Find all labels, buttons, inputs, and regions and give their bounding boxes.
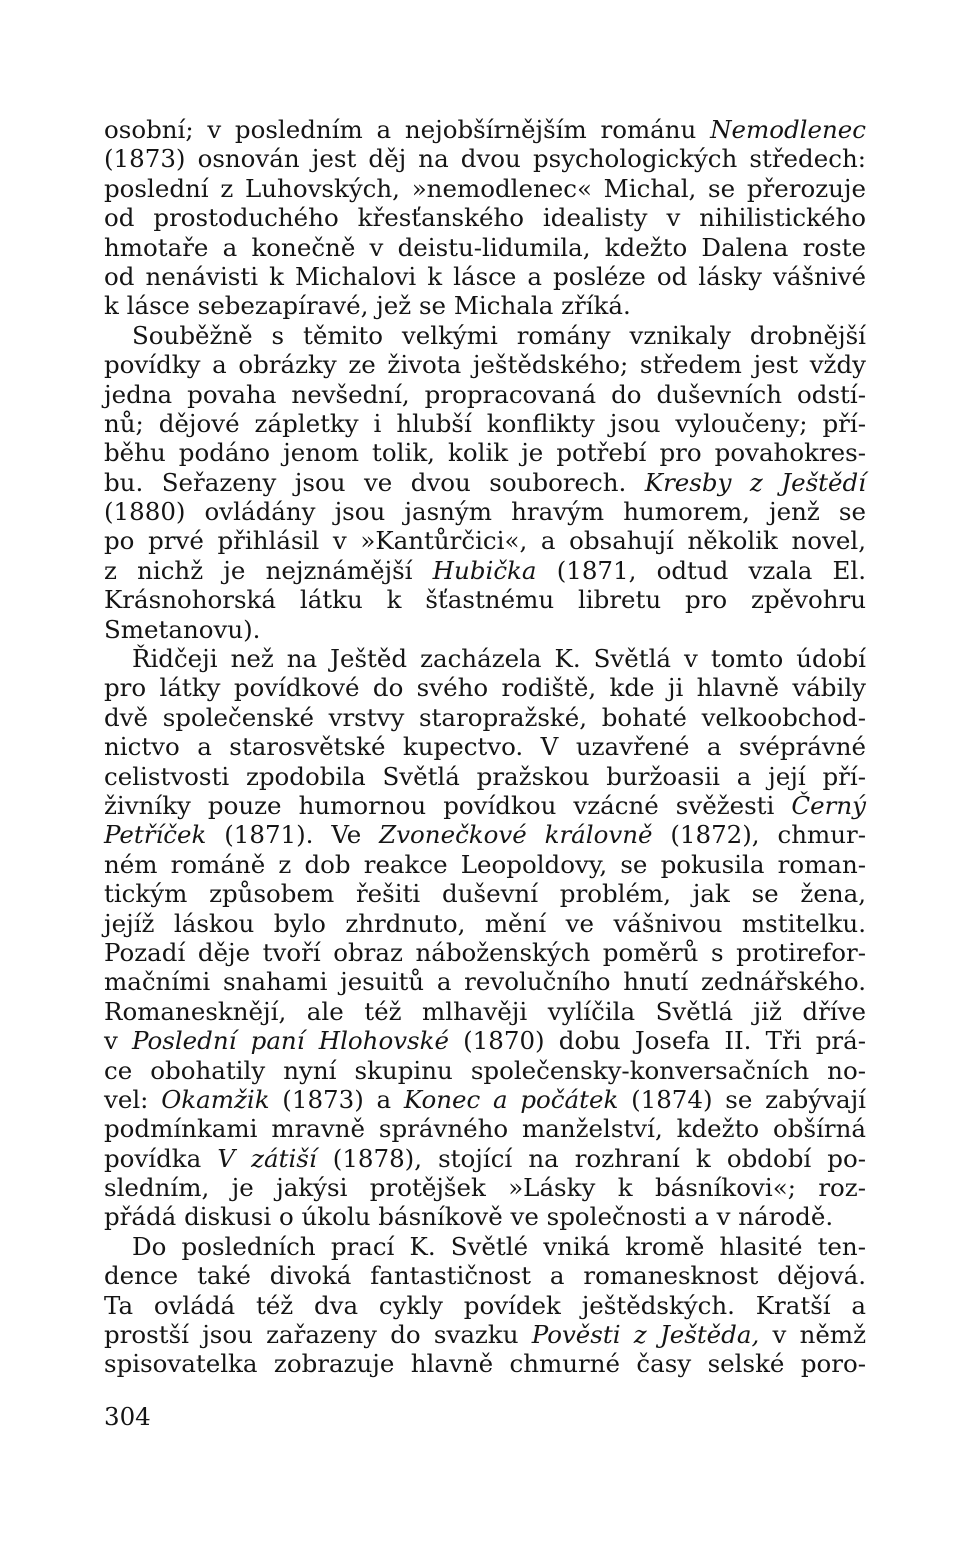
text-line [104,1085,866,1114]
text-run: hmotaře a konečně v deistu-lidumila, kdežto Dalena roste [104,232,866,262]
text-run: přádá diskusi o úkolu básníkově ve společnosti a v národě. [104,1202,834,1232]
text-line [104,526,866,555]
text-line [104,1349,866,1378]
text-run: prostší jsou zařazeny do svazku [104,1320,532,1350]
italic-title: Hubička [432,555,537,585]
text-line [104,909,866,938]
text-run: (1871, odtud vzala El. [536,555,866,585]
text-line [104,967,866,996]
text-run: od nenávisti k Michalovi k lásce a posléze od lásky vášnivé [104,261,866,291]
italic-title: Petříček [104,820,207,850]
text-run: Romanesknějí, ale též mlhavěji vylíčila Světlá již dříve [104,996,866,1026]
text-run: z nichž je nejznámější [104,555,433,585]
text-run: k lásce sebezapíravé, jež se Michala zříká. [104,291,631,321]
text-run: spisovatelka zobrazuje hlavně chmurné časy selské poro- [104,1349,866,1379]
text-run: (1871). Ve [206,820,380,850]
text-line [104,144,866,173]
italic-title: Zvonečkové královně [379,820,653,850]
text-line [104,673,866,702]
text-run: bu. Seřazeny jsou ve dvou souborech. [104,467,645,497]
text-run: osobní; v posledním a nejobšírnějším románu [104,115,711,144]
text-run: v němž [759,1320,866,1350]
text-run: Do posledních prací K. Světlé vniká kromě hlasité ten- [132,1231,866,1261]
text-run: (1873) a [269,1084,404,1114]
italic-title: Poslední paní Hlohovské [132,1026,449,1056]
text-line [104,1202,866,1231]
text-run: (1874) se zabývají [618,1084,867,1114]
text-run: mačními snahami jesuitů a revolučního hnutí zednářského. [104,967,866,997]
text-line [104,380,866,409]
text-line [104,850,866,879]
text-run: vel: [104,1084,162,1114]
text-run: (1872), chmur- [652,820,866,850]
text-line [104,409,866,438]
text-line [104,262,866,291]
text-line [104,1114,866,1143]
text-run: podmínkami mravně správného manželství, kdežto obšírná [104,1114,866,1144]
text-run: v [104,1026,133,1056]
text-run: (1870) dobu Josefa II. Tři prá- [448,1026,866,1056]
text-run: pro látky povídkové do svého rodiště, kde ji hlavně vábily [104,673,866,703]
text-line [104,174,866,203]
text-line [104,879,866,908]
text-run: běhu podáno jenom tolik, kolik je potřebí pro povahokres- [104,438,866,468]
document-page [104,115,866,1379]
text-line [104,938,866,967]
text-run: Smetanovu). [104,614,261,644]
text-run: Pozadí děje tvoří obraz náboženských poměrů s protirefor- [104,937,866,967]
text-line [104,615,866,644]
text-line [104,233,866,262]
text-run: po prvé přihlásil v »Kantůrčici«, a obsahují několik novel, [104,526,866,556]
text-run: Souběžně s těmito velkými romány vznikaly drobnější [132,320,866,350]
text-line [104,732,866,761]
text-line [104,1026,866,1055]
text-run: dvě společenské vrstvy staropražské, bohaté velkoobchod- [104,702,866,732]
text-run: živníky pouze humornou povídkou vzácné svěžesti [104,790,792,820]
text-run: jedna povaha nevšední, propracovaná do duševních odstí- [104,379,866,409]
text-run: tickým způsobem řešiti duševní problém, jak se žena, [104,879,866,909]
text-run: (1878), stojící na rozhraní k období po- [316,1143,866,1173]
text-run: povídka [104,1143,218,1173]
text-line [104,820,866,849]
text-line [104,1144,866,1173]
text-run: od prostoduchého křesťanského idealisty v nihilistického [104,203,866,233]
italic-title: V zátiší [217,1143,317,1173]
text-line [104,1261,866,1290]
text-run: ném románě z dob reakce Leopoldovy, se pokusila roman- [104,849,866,879]
text-line [104,791,866,820]
text-run: dence také divoká fantastičnost a romanesknost dějová. [104,1261,866,1291]
italic-title: Černý [791,790,866,820]
text-line [104,762,866,791]
text-line [104,1173,866,1202]
text-line [104,291,866,320]
text-run: Řidčeji než na Ještěd zacházela K. Světlá v tomto údobí [132,644,866,674]
text-line [104,997,866,1026]
text-line [104,556,866,585]
text-line [104,585,866,614]
text-line [104,438,866,467]
text-run: nů; dějové zápletky i hlubší konflikty jsou vyloučeny; pří- [104,408,866,438]
text-line [104,1291,866,1320]
text-line [104,1320,866,1349]
text-line [104,703,866,732]
text-line [104,1056,866,1085]
text-run: povídky a obrázky ze života ještědského; středem jest vždy [104,350,866,380]
text-run: Ta ovládá též dva cykly povídek ještědských. Kratší a [104,1290,866,1320]
text-line [104,321,866,350]
text-line [104,468,866,497]
italic-title: Konec a počátek [403,1084,619,1114]
italic-title: Okamžik [161,1084,270,1114]
text-run: (1873) osnován jest děj na dvou psychologických středech: [104,144,866,174]
italic-title: Pověsti z Ještěda, [531,1320,760,1350]
text-run: poslední z Luhovských, »nemodlenec« Michal, se přerozuje [104,173,866,203]
italic-title: Kresby z Ještědí [644,467,867,497]
text-run: nictvo a starosvětské kupectvo. V uzavřené a svéprávné [104,732,866,762]
text-line [104,115,866,144]
page-number: 304 [104,1402,151,1431]
text-line [104,644,866,673]
text-run: (1880) ovládány jsou jasným hravým humorem, jenž se [104,497,866,527]
text-line [104,1232,866,1261]
text-line [104,497,866,526]
text-run: celistvosti zpodobila Světlá pražskou buržoasii a její pří- [104,761,866,791]
text-run: sledním, je jakýsi protějšek »Lásky k básníkovi«; roz- [104,1173,866,1203]
text-line [104,203,866,232]
text-run: Krásnohorská látku k šťastnému libretu pro zpěvohru [104,585,866,615]
text-line [104,350,866,379]
text-run: jejíž láskou bylo zhrdnuto, mění ve vášnivou mstitelku. [104,908,866,938]
italic-title: Nemodlenec [710,115,866,144]
text-run: ce obohatily nyní skupinu společensky-konversačních no- [104,1055,866,1085]
